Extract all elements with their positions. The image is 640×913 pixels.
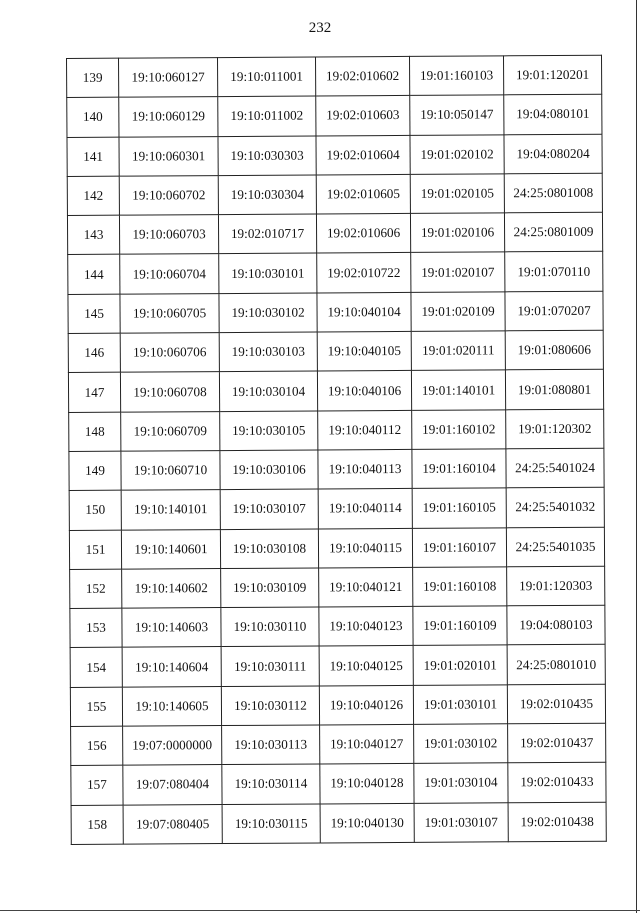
cadastral-code-cell: 19:10:040128: [320, 764, 414, 804]
table-row: [70, 605, 605, 648]
cadastral-code-cell: 19:01:160109: [413, 606, 507, 646]
cadastral-code-cell: 19:04:080103: [507, 605, 605, 645]
cadastral-code-cell: 19:07:080405: [123, 804, 222, 844]
cadastral-code-cell: 19:01:020109: [411, 292, 505, 332]
row-number-cell: 141: [67, 137, 119, 177]
row-number-cell: 157: [71, 766, 123, 806]
table-row: [69, 409, 604, 452]
cadastral-code-cell: 19:10:140605: [122, 686, 221, 726]
table-row: [69, 527, 604, 570]
cadastral-code-cell: 19:10:060129: [119, 97, 218, 137]
cadastral-code-cell: 19:10:140601: [121, 529, 220, 569]
cadastral-code-cell: 19:01:160108: [413, 567, 507, 607]
cadastral-code-cell: 19:07:080404: [123, 765, 222, 805]
table-row: [70, 684, 605, 727]
cadastral-code-cell: 19:01:160104: [412, 449, 506, 489]
scan-edge-right: [636, 0, 637, 913]
table-row: [71, 763, 606, 806]
cadastral-code-cell: 19:10:040126: [319, 685, 413, 725]
cadastral-code-cell: 19:10:030106: [220, 450, 318, 490]
table-row: [71, 723, 606, 766]
row-number-cell: 156: [71, 726, 123, 766]
row-number-cell: 154: [70, 648, 122, 688]
table-body: [67, 55, 607, 844]
cadastral-code-cell: 19:02:010606: [316, 214, 410, 254]
row-number-cell: 147: [68, 373, 120, 413]
cadastral-code-cell: 19:10:040121: [319, 567, 413, 607]
cadastral-code-cell: 19:10:040127: [320, 724, 414, 764]
cadastral-code-cell: 19:10:030101: [219, 253, 317, 293]
table-row: [67, 55, 602, 98]
table-row: [71, 802, 606, 845]
table-row: [68, 370, 603, 413]
cadastral-code-cell: 19:01:070207: [505, 291, 603, 331]
cadastral-code-cell: 24:25:5401024: [506, 448, 604, 488]
cadastral-code-cell: 19:01:140101: [411, 370, 505, 410]
row-number-cell: 146: [68, 333, 120, 373]
cadastral-code-cell: 19:10:011002: [218, 96, 316, 136]
cadastral-code-cell: 19:10:030103: [219, 332, 317, 372]
cadastral-code-cell: 19:10:030115: [222, 804, 320, 844]
page-number: 232: [308, 20, 332, 36]
cadastral-code-cell: 19:10:060301: [119, 136, 218, 176]
row-number-cell: 153: [70, 608, 122, 648]
cadastral-code-cell: 19:01:020106: [410, 213, 504, 253]
cadastral-code-cell: 19:01:030101: [413, 685, 507, 725]
cadastral-code-cell: 19:10:040123: [319, 607, 413, 647]
cadastral-code-cell: 19:10:030112: [221, 686, 319, 726]
table-row: [69, 448, 604, 491]
row-number-cell: 144: [68, 255, 120, 295]
cadastral-code-cell: 19:01:160103: [409, 56, 503, 96]
cadastral-code-cell: 19:01:030102: [414, 724, 508, 764]
row-number-cell: 151: [69, 530, 121, 570]
cadastral-code-cell: 24:25:5401035: [506, 527, 604, 567]
cadastral-code-cell: 19:02:010717: [218, 214, 316, 254]
table-row: [67, 173, 602, 216]
cadastral-code-cell: 19:10:040113: [318, 449, 412, 489]
cadastral-code-cell: 19:02:010438: [508, 802, 606, 842]
cadastral-code-cell: 19:01:120302: [506, 409, 604, 449]
cadastral-code-cell: 19:10:140603: [122, 608, 221, 648]
cadastral-code-cell: 19:10:030107: [220, 489, 318, 529]
row-number-cell: 145: [68, 294, 120, 334]
cadastral-code-cell: 19:10:060702: [119, 175, 218, 215]
cadastral-code-cell: 19:10:060708: [120, 372, 219, 412]
cadastral-code-cell: 19:01:020102: [410, 134, 504, 174]
cadastral-code-cell: 24:25:0801010: [507, 645, 605, 685]
cadastral-code-cell: 19:04:080204: [504, 134, 602, 174]
cadastral-code-cell: 19:10:030110: [221, 607, 319, 647]
cadastral-code-cell: 19:10:040125: [319, 646, 413, 686]
cadastral-table-container: [66, 55, 606, 845]
cadastral-code-cell: 19:10:060710: [121, 451, 220, 491]
cadastral-code-cell: 19:07:0000000: [123, 726, 222, 766]
table-row: [70, 566, 605, 609]
cadastral-code-cell: 19:10:040114: [318, 489, 412, 529]
cadastral-code-cell: 19:10:140101: [121, 490, 220, 530]
cadastral-code-cell: 19:10:030304: [218, 175, 316, 215]
row-number-cell: 142: [67, 176, 119, 216]
cadastral-code-cell: 19:10:050147: [410, 95, 504, 135]
row-number-cell: 158: [71, 805, 123, 845]
cadastral-code-cell: 19:10:060705: [120, 293, 219, 333]
table-row: [67, 134, 602, 177]
cadastral-code-cell: 19:10:011001: [218, 57, 316, 97]
cadastral-code-cell: 19:02:010433: [508, 763, 606, 803]
cadastral-code-cell: 19:02:010602: [315, 56, 409, 96]
table-row: [67, 212, 602, 255]
cadastral-code-cell: 19:01:080801: [505, 370, 603, 410]
cadastral-code-cell: 24:25:0801008: [504, 173, 602, 213]
cadastral-code-cell: 19:01:030107: [414, 802, 508, 842]
cadastral-code-cell: 19:10:040112: [318, 410, 412, 450]
row-number-cell: 149: [69, 451, 121, 491]
cadastral-code-cell: 19:01:120201: [503, 55, 601, 95]
cadastral-code-cell: 19:01:020105: [410, 174, 504, 214]
cadastral-code-cell: 19:10:060127: [119, 58, 218, 98]
cadastral-code-cell: 19:01:160105: [412, 488, 506, 528]
cadastral-code-cell: 19:10:030104: [219, 371, 317, 411]
cadastral-code-cell: 19:04:080101: [504, 95, 602, 135]
cadastral-code-cell: 19:10:040130: [320, 803, 414, 843]
cadastral-code-cell: 19:10:030114: [222, 764, 320, 804]
row-number-cell: 140: [67, 97, 119, 137]
table-row: [70, 645, 605, 688]
cadastral-code-cell: 19:10:030102: [219, 293, 317, 333]
table-row: [69, 487, 604, 530]
row-number-cell: 150: [69, 490, 121, 530]
row-number-cell: 152: [70, 569, 122, 609]
cadastral-code-cell: 19:10:060703: [119, 215, 218, 255]
cadastral-code-cell: 19:10:030303: [218, 136, 316, 176]
cadastral-code-cell: 24:25:0801009: [504, 212, 602, 252]
cadastral-code-cell: 19:02:010435: [507, 684, 605, 724]
cadastral-code-cell: 19:10:040106: [317, 371, 411, 411]
cadastral-code-cell: 19:01:160102: [412, 409, 506, 449]
cadastral-code-cell: 19:02:010605: [316, 174, 410, 214]
cadastral-code-cell: 19:10:060704: [120, 254, 219, 294]
cadastral-code-cell: 19:10:140604: [122, 647, 221, 687]
cadastral-code-cell: 19:01:070110: [505, 252, 603, 292]
cadastral-code-cell: 19:01:160107: [412, 527, 506, 567]
cadastral-code-cell: 19:10:030108: [220, 529, 318, 569]
row-number-cell: 148: [69, 412, 121, 452]
cadastral-code-cell: 19:10:040115: [318, 528, 412, 568]
cadastral-code-cell: 19:01:080606: [505, 330, 603, 370]
cadastral-code-cell: 19:10:040105: [317, 331, 411, 371]
cadastral-code-cell: 19:02:010604: [316, 135, 410, 175]
row-number-cell: 155: [70, 687, 122, 727]
cadastral-code-cell: 19:10:030113: [222, 725, 320, 765]
cadastral-code-cell: 19:02:010722: [317, 253, 411, 293]
cadastral-code-cell: 19:10:030105: [220, 411, 318, 451]
cadastral-code-cell: 19:10:030111: [221, 646, 319, 686]
cadastral-code-cell: 19:01:120303: [507, 566, 605, 606]
cadastral-code-cell: 19:02:010603: [316, 96, 410, 136]
cadastral-code-cell: 19:01:030104: [414, 763, 508, 803]
cadastral-table: [66, 55, 607, 845]
cadastral-code-cell: 19:10:060706: [120, 333, 219, 373]
cadastral-code-cell: 19:01:020107: [411, 252, 505, 292]
table-row: [68, 252, 603, 295]
cadastral-code-cell: 19:10:030109: [221, 568, 319, 608]
cadastral-code-cell: 19:01:020111: [411, 331, 505, 371]
table-row: [68, 291, 603, 334]
scan-edge-bottom: [0, 910, 640, 911]
cadastral-code-cell: 19:10:040104: [317, 292, 411, 332]
row-number-cell: 143: [67, 215, 119, 255]
cadastral-code-cell: 19:10:060709: [121, 411, 220, 451]
table-row: [68, 330, 603, 373]
row-number-cell: 139: [67, 58, 119, 98]
cadastral-code-cell: 19:10:140602: [122, 568, 221, 608]
cadastral-code-cell: 19:02:010437: [508, 723, 606, 763]
cadastral-code-cell: 24:25:5401032: [506, 487, 604, 527]
cadastral-code-cell: 19:01:020101: [413, 645, 507, 685]
table-row: [67, 95, 602, 138]
